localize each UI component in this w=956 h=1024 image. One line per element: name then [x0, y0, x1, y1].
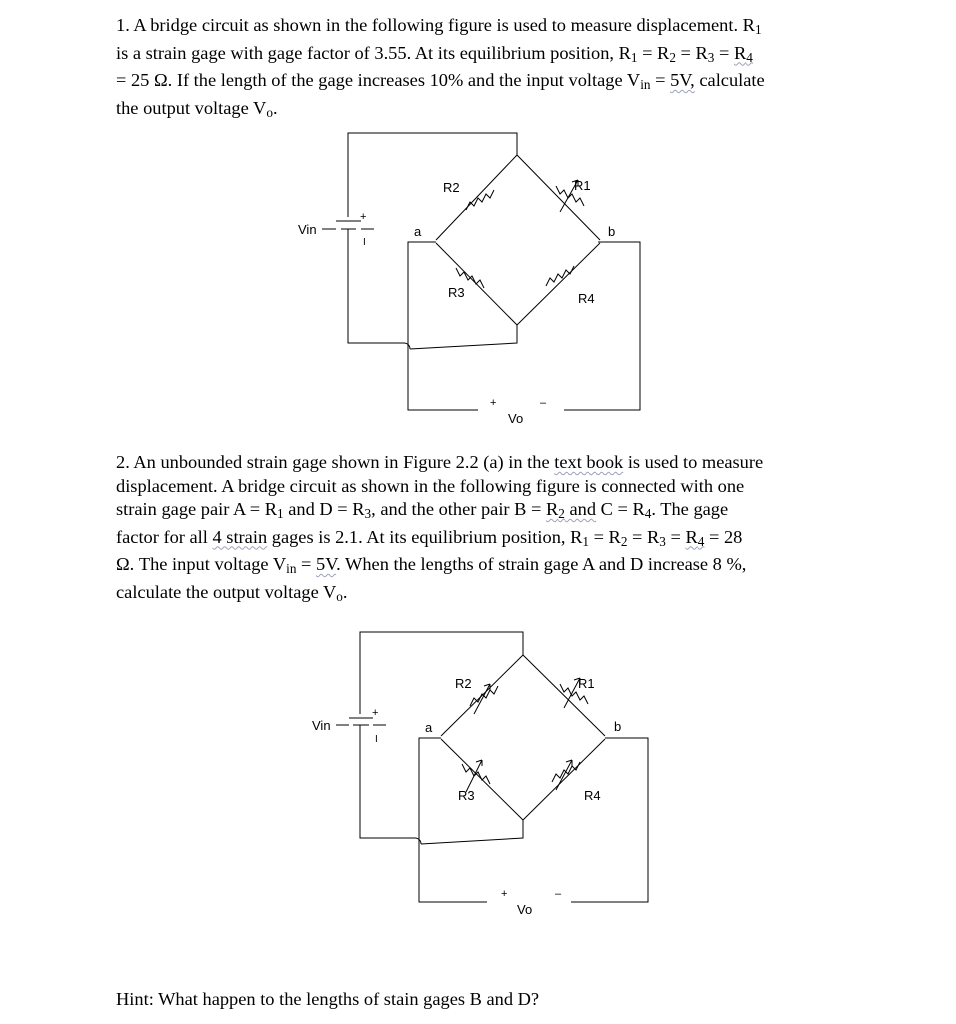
vin-label: Vin [312, 718, 331, 733]
text-run: 1. A bridge circuit as shown in the following figure is used to measure displacement. R [116, 15, 755, 35]
subscript: 2 [669, 49, 676, 65]
subscript: in [286, 561, 297, 577]
spellcheck-flagged-text: 4 strain [212, 526, 268, 547]
battery-plus: + [372, 707, 379, 719]
text-run: the output voltage V [116, 97, 267, 118]
text-run: Ω. The input voltage V [116, 554, 287, 575]
circuit-2-wires [336, 632, 648, 902]
subscript: 1 [754, 21, 762, 37]
text-run: R [734, 42, 747, 63]
r4-variable-arrow [556, 760, 572, 790]
text-run: calculate the output voltage V [116, 581, 337, 602]
r2-variable-arrow [474, 684, 490, 714]
subscript: 1 [630, 49, 638, 65]
text-run: , and the other pair B = [371, 499, 546, 520]
node-b-output-wire [571, 738, 648, 902]
text-run: = R [637, 42, 670, 63]
r3-zigzag [462, 764, 490, 784]
text-run: calculate [694, 70, 765, 90]
text-run: = R [588, 526, 621, 547]
battery-minus: I [363, 237, 366, 248]
r2-label: R2 [455, 676, 472, 691]
text-run: C = R [596, 499, 645, 520]
subscript: 2 [620, 533, 628, 549]
text-run: . When the lengths of strain gage A and D increase 8 %, [336, 554, 747, 575]
vo-plus: + [490, 397, 497, 409]
r3-label: R3 [448, 285, 465, 300]
text-run: = R [675, 42, 708, 63]
subscript: 2 [558, 506, 565, 522]
vo-minus: – [555, 888, 562, 900]
vo-label: Vo [517, 902, 533, 917]
subscript: 4 [746, 49, 753, 65]
r4-label: R4 [584, 788, 601, 803]
r1-label: R1 [574, 178, 591, 193]
subscript: in [640, 76, 651, 92]
text-run: = 25 Ω. If the length of the gage increases 10% and the input voltage V [116, 70, 641, 90]
text-run: . The gage [651, 499, 729, 520]
text-run: 2. An unbounded strain gage shown in Figure 2.2 (a) in the [116, 452, 555, 472]
subscript: 4 [644, 506, 652, 522]
subscript: 3 [707, 49, 715, 65]
subscript: 1 [277, 506, 284, 522]
battery-plus: + [360, 211, 367, 223]
text-run: R [546, 499, 559, 520]
text-run: and [564, 499, 597, 520]
text-run: strain gage pair A = R [116, 499, 278, 520]
node-a-label: a [414, 224, 422, 239]
text-run: = [714, 42, 734, 63]
r4-label: R4 [578, 291, 595, 306]
text-run: gages is 2.1. At its equilibrium position, R [267, 526, 583, 547]
subscript: 3 [659, 533, 666, 549]
r3-label: R3 [458, 788, 475, 803]
problem-2-line-2: displacement. A bridge circuit as shown in the following figure is connected with one [116, 475, 745, 496]
subscript: o [336, 588, 343, 604]
text-run: = [650, 70, 671, 90]
text-run: . [272, 97, 278, 118]
subscript: 4 [697, 533, 705, 549]
node-a-output-wire [419, 738, 487, 902]
spellcheck-flagged-text: text book [554, 452, 624, 472]
vo-label: Vo [508, 411, 524, 426]
node-b-label: b [608, 224, 616, 239]
text-run: and D = R [283, 499, 365, 520]
vin-label: Vin [298, 222, 317, 237]
vo-minus: – [540, 397, 547, 409]
battery-lower-wire [360, 725, 415, 838]
hint-text: Hint: What happen to the lengths of stain gages B and D? [116, 989, 540, 1009]
text-run: = [296, 554, 317, 575]
subscript: 3 [364, 506, 372, 522]
top-wire [360, 632, 523, 714]
text-run: = R [627, 526, 660, 547]
text-run: is used to measure [623, 452, 764, 472]
text-run: . [342, 581, 348, 602]
text-run: factor for all [116, 526, 213, 547]
text-run: is a strain gage with gage factor of 3.55. At its equilibrium position, R [116, 42, 631, 63]
bridge-lower-right [523, 739, 605, 820]
subscript: o [266, 104, 273, 120]
vo-plus: + [501, 888, 508, 900]
node-b-label: b [614, 719, 622, 734]
subscript: 1 [582, 533, 589, 549]
r1-label: R1 [578, 676, 595, 691]
crossover-jump [415, 838, 421, 844]
text-run: R [685, 526, 698, 547]
lower-right-wire [421, 820, 523, 844]
text-run: = 28 [704, 526, 743, 547]
bridge-upper-left [441, 655, 523, 736]
r2-label: R2 [443, 180, 460, 195]
spellcheck-flagged-text: 5V, [670, 70, 695, 90]
node-a-label: a [425, 720, 433, 735]
text-run: = [665, 526, 686, 547]
bridge-upper-right [523, 655, 605, 736]
battery-minus: I [375, 734, 378, 745]
spellcheck-flagged-text: 5V [316, 554, 337, 575]
